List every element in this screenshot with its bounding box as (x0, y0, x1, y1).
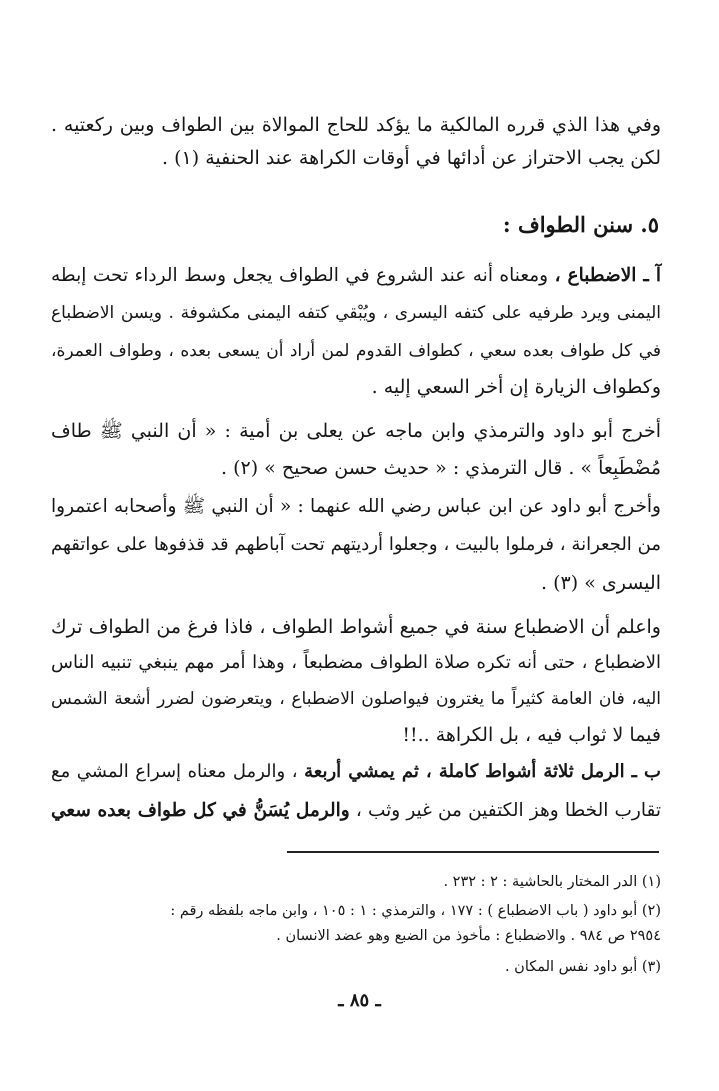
note-line-1: واعلم أن الاضطباع سنة في جميع أشواط الطواف ، فاذا فرغ من الطواف ترك (51, 616, 661, 638)
footnote-3: (٣) أبو داود نفس المكان . (504, 959, 661, 975)
note-line-4: فيما لا ثواب فيه ، بل الكراهة ..!! (402, 724, 661, 746)
idtiba-definition-start: ومعناه أنه عند الشروع في الطواف يجعل وسط الرداء تحت إبطه (51, 265, 555, 286)
page-number: ـ ٨٥ ـ (338, 990, 381, 1011)
ramal-line-2 (51, 796, 661, 826)
ramal-rule: والرمل يُسَنُّ في كل طواف بعده سعي (51, 800, 350, 821)
hadith2-line-3: اليسرى » (٣) . (541, 572, 661, 594)
idtiba-line-3: في كل طواف بعده سعي ، كطواف القدوم لمن أراد أن يسعى بعده ، وطواف العمرة، (51, 341, 661, 361)
footnote-1: (١) الدر المختار بالحاشية : ٢ : ٢٣٢ . (443, 874, 661, 890)
ramal-term: ب ـ الرمل ثلاثة أشواط كاملة ، ثم يمشي أربعة (304, 761, 661, 782)
note-line-3: اليه، فان العامة كثيراً ما يغترون فيواصلون الاضطباع ، ويتعرضون لضرر أشعة الشمس (51, 689, 661, 709)
hadith2-line-2: من الجعرانة ، فرملوا بالبيت ، وجعلوا أرديتهم تحت آباطهم قد قذفوها على عواتقهم (51, 534, 661, 555)
footnote-separator (287, 851, 659, 853)
note-line-2: الاضطباع ، حتى أنه تكره صلاة الطواف مضطبعاً ، وهذا أمر مهم ينبغي تنبيه الناس (51, 652, 661, 673)
idtiba-line-4: وكطواف الزيارة إن أخر السعي إليه . (371, 376, 661, 398)
ramal-line-1 (51, 757, 661, 787)
hadith2-line-1: وأخرج أبو داود عن ابن عباس رضي الله عنهما : « أن النبي ﷺ وأصحابه اعتمروا (51, 496, 661, 517)
idtiba-line-1 (51, 261, 661, 291)
idtiba-line-2: اليمنى ويرد طرفيه على كتفه اليسرى ، ويُبْقي كتفه اليمنى مكشوفة . ويسن الاضطباع (51, 303, 661, 323)
footnote-2: (٢) أبو داود ( باب الاضطباع ) : ١٧٧ ، والترمذي : ١ : ١٠٥ ، وابن ماجه بلفظه رقم : (170, 903, 661, 919)
section-heading: ٥. سنن الطواف : (502, 212, 659, 237)
footnote-2-continued: ٢٩٥٤ ص ٩٨٤ . والاضطباع : مأخوذ من الضبع وهو عضد الانسان . (276, 928, 661, 944)
intro-line-1: وفي هذا الذي قرره المالكية ما يؤكد للحاج الموالاة بين الطواف وبين ركعتيه . (51, 114, 661, 136)
ramal-definition-start: ، والرمل معناه إسراع المشي مع (51, 761, 305, 782)
intro-line-2: لكن يجب الاحتراز عن أدائها في أوقات الكراهة عند الحنفية (١) . (162, 147, 661, 169)
hadith1-line-2: مُضْطَبِعاً » . قال الترمذي : « حديث حسن صحيح » (٢) . (220, 457, 661, 479)
hadith1-line-1: أخرج أبو داود والترمذي وابن ماجه عن يعلى بن أمية : « أن النبي ﷺ طاف (51, 420, 661, 442)
idtiba-term: آ ـ الاضطباع ، (554, 265, 661, 286)
ramal-definition-end: تقارب الخطا وهز الكتفين من غير وثب ، (349, 800, 661, 821)
